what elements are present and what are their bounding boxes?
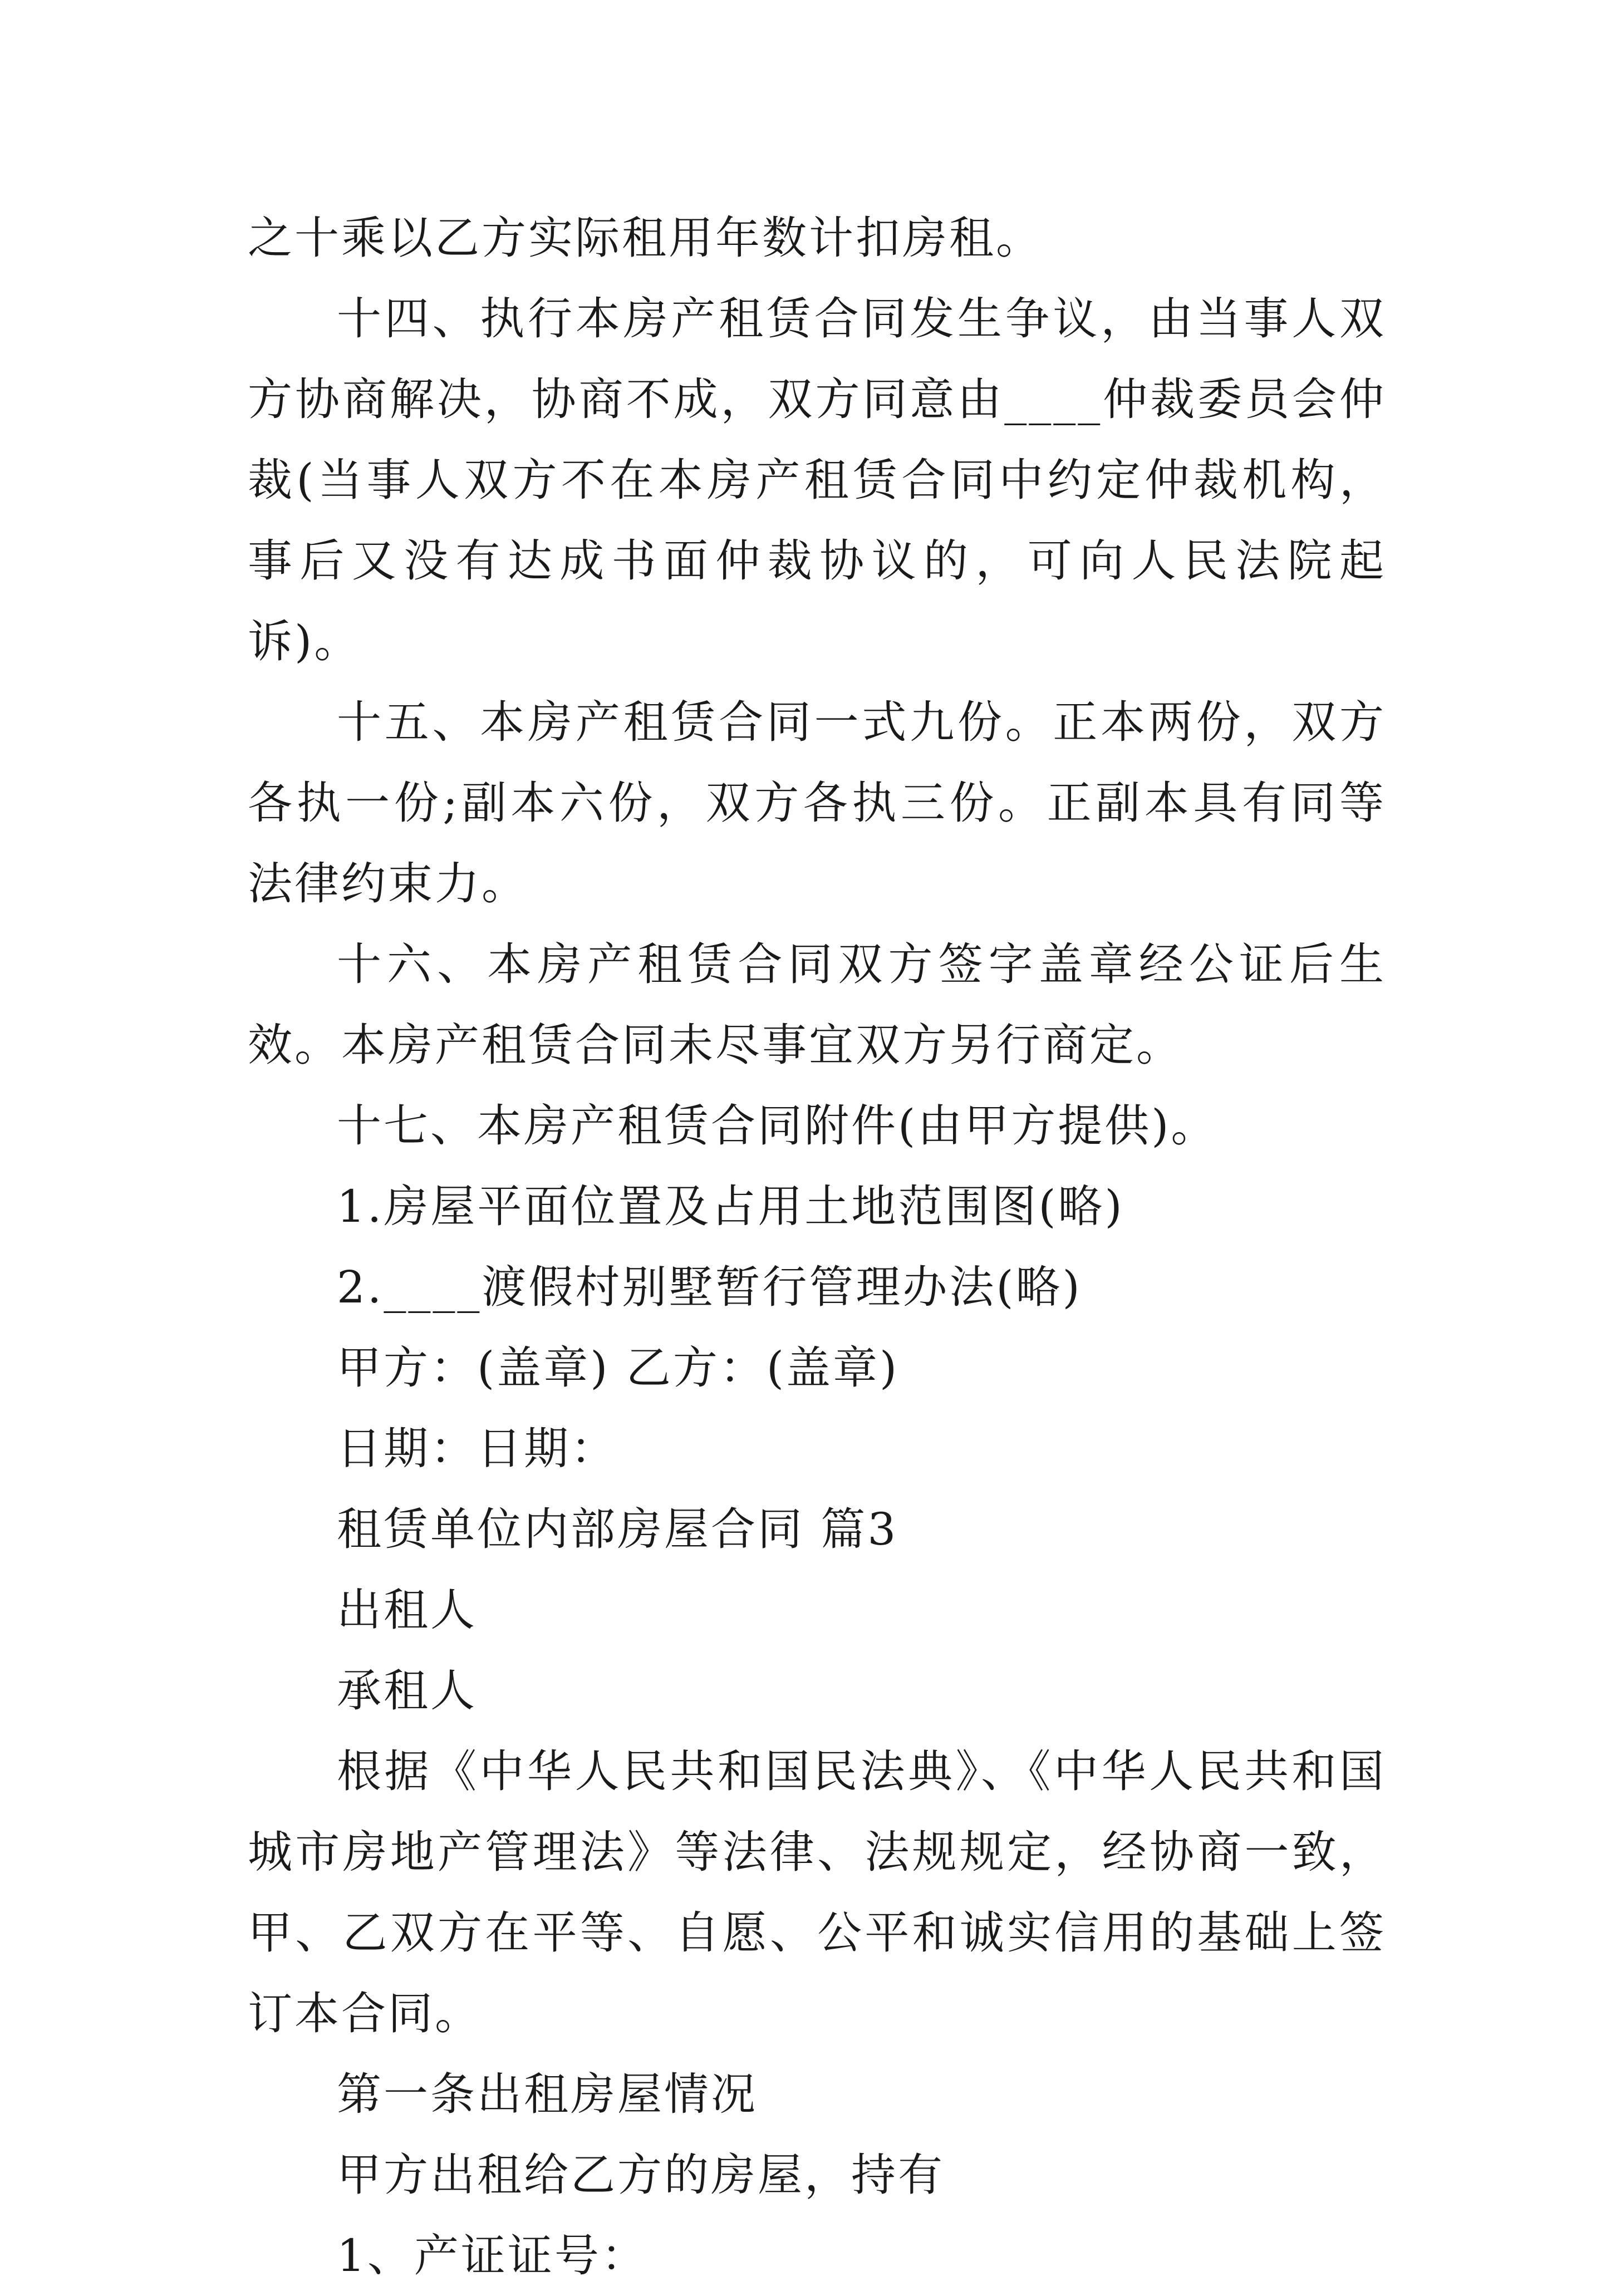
list-item-certificate-number: 1、产证证号： [337,2230,648,2282]
list-item-attachment-1: 1.房屋平面位置及占用土地范围图(略) [337,1181,1124,1232]
paragraph-property-held: 甲方出租给乙方的房屋，持有 [337,2149,945,2201]
paragraph-clause-16: 十六、本房产租赁合同双方签字盖章经公证后生效。本房产租赁合同未尽事宜双方另行商定。 [248,938,1386,1071]
document-body [248,198,1386,2296]
date-line: 日期：日期： [337,1423,617,1474]
party-lessee: 承租人 [337,1665,477,1717]
paragraph-clause-17: 十七、本房产租赁合同附件(由甲方提供)。 [337,1100,1218,1152]
article-1-heading: 第一条出租房屋情况 [337,2068,758,2120]
section-heading-contract-3: 租赁单位内部房屋合同 篇3 [337,1503,898,1555]
party-lessor: 出租人 [337,1584,477,1636]
list-item-attachment-2: 2.____渡假村别墅暂行管理办法(略) [337,1261,1082,1313]
paragraph-legal-basis: 根据《中华人民共和国民法典》、《中华人民共和国城市房地产管理法》等法律、法规规定，经协商一致，甲、乙双方在平等、自愿、公平和诚实信用的基础上签订本合同。 [248,1746,1386,2039]
signature-line: 甲方：(盖章) 乙方：(盖章) [337,1342,900,1394]
paragraph-clause-14: 十四、执行本房产租赁合同发生争议，由当事人双方协商解决，协商不成，双方同意由____仲裁委员会仲裁(当事人双方不在本房产租赁合同中约定仲裁机构，事后又没有达成书面仲裁协议的，可向人民法院起诉)。 [248,293,1386,667]
paragraph-rent-deduction: 之十乘以乙方实际租用年数计扣房租。 [248,212,1043,264]
paragraph-clause-15: 十五、本房产租赁合同一式九份。正本两份，双方各执一份;副本六份，双方各执三份。正副本具有同等法律约束力。 [248,696,1386,909]
